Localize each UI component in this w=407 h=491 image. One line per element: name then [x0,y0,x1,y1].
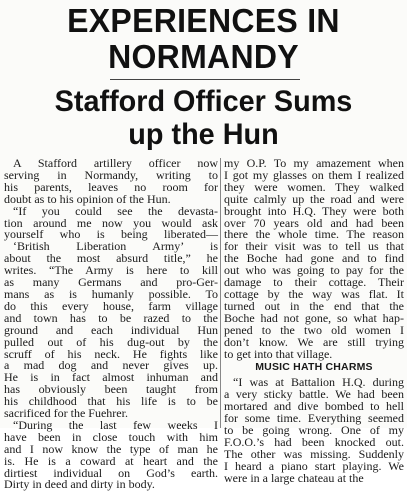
article-line: they were women. They walked [224,179,404,194]
article-line: Dirty in deed and dirty in body. [4,477,155,491]
article-line: serving in Normandy, writing to [4,167,218,182]
article-line: cottage by the way was flat. It [224,286,404,301]
article-line: “I was at Battalion H.Q. during [233,375,404,390]
article-line: yourself who is being liberated— [4,227,218,242]
subheadline-line-2: up the Hun [128,118,279,151]
article-line: there the whole time. The reason [224,227,404,242]
article-line: and I now know the type of man he [4,441,218,456]
section-heading: MUSIC HATH CHARMS [255,361,373,374]
article-line: to be going wrong. One of my [224,422,404,437]
article-line: my O.P. To my amazement when [224,156,404,170]
article-line: ‘British Liberation Army’ is [13,239,218,254]
article-line: damage to their cottage. Their [224,275,404,290]
article-line: has obviously been taught from [4,382,218,397]
article-line: I got my glasses on them I realized [224,167,404,182]
article-line: sacrificed for the Fuehrer. [4,406,128,421]
article-line: A Stafford artillery officer now [13,156,218,170]
article-line: to get into that village. [224,346,333,361]
article-line: his parents, leaves no room for [4,179,218,194]
subheadline-line-1: Stafford Officer Sums [54,85,353,118]
article-line: pened to the two old women I [224,322,404,337]
article-column-right-top [224,158,404,360]
article-line: dirtiest individual on God’s earth. [4,465,218,480]
article-line: the Boche had gone and to find [224,251,404,266]
article-line: for their visit was to tell us that [224,239,404,254]
article-line: have been in close touch with him [4,429,218,444]
article-column-left [4,156,218,491]
article-line: as many Germans and pro-Ger- [4,275,218,290]
article-line: turned out in the end that the [224,298,404,313]
article-line: writes. “The Army is here to kill [4,263,218,278]
article-line: I heard a piano start playing. We [224,458,404,473]
headline-line-1: EXPERIENCES IN [67,2,340,39]
article-line: about the most absurd title,” he [4,251,218,266]
article-line: tion around me now you would ask [4,215,218,230]
article-line: “If you could see the devasta- [13,203,218,218]
article-column-right-bottom [224,377,404,484]
article-line: a very sticky battle. We had been [224,387,404,402]
article-line: F.O.O.’s had been knocked out. [224,434,404,449]
article-line: pulled out of his dug-out by the [4,334,218,349]
article-line: were in a large chateau at the [224,470,364,485]
article-line: ground and each individual Hun [4,322,218,337]
column-divider [220,158,221,428]
article-line: for some time. Everything seemed [224,411,404,426]
article-line: a mad dog and never gives up. [4,358,218,373]
article-line: quite calmly up the road and were [224,191,404,206]
article-line: out who was going to pay for the [224,263,404,278]
article-line: brought into H.Q. They were both [224,203,404,218]
article-line: Boche had not gone, so what hap- [224,310,404,325]
article-line: mans as is humanly possible. To [4,286,218,301]
article-line: is. He is a coward at heart and the [4,453,218,468]
article-line: mortared and dive bombed to hell [224,399,404,414]
article-column-right [224,156,404,485]
article-line: He is in fact almost inhuman and [4,370,218,385]
headline-rule [110,79,300,80]
headline-line-2: NORMANDY [108,38,299,75]
article-line: scruff of his neck. He fights like [4,346,218,361]
article-line: his childhood that his life is to be [4,394,218,409]
article-line: and town has to be razed to the [4,310,218,325]
article-line: don’t know. We are still trying [224,334,404,349]
article-line: over 70 years old and had been [224,215,404,230]
article-line: doubt as to his opinion of the Hun. [4,191,171,206]
article-line: “During the last few weeks I [13,417,218,432]
article-line: do this every house, farm village [4,298,218,313]
article-line: The other was missing. Suddenly [224,446,404,461]
